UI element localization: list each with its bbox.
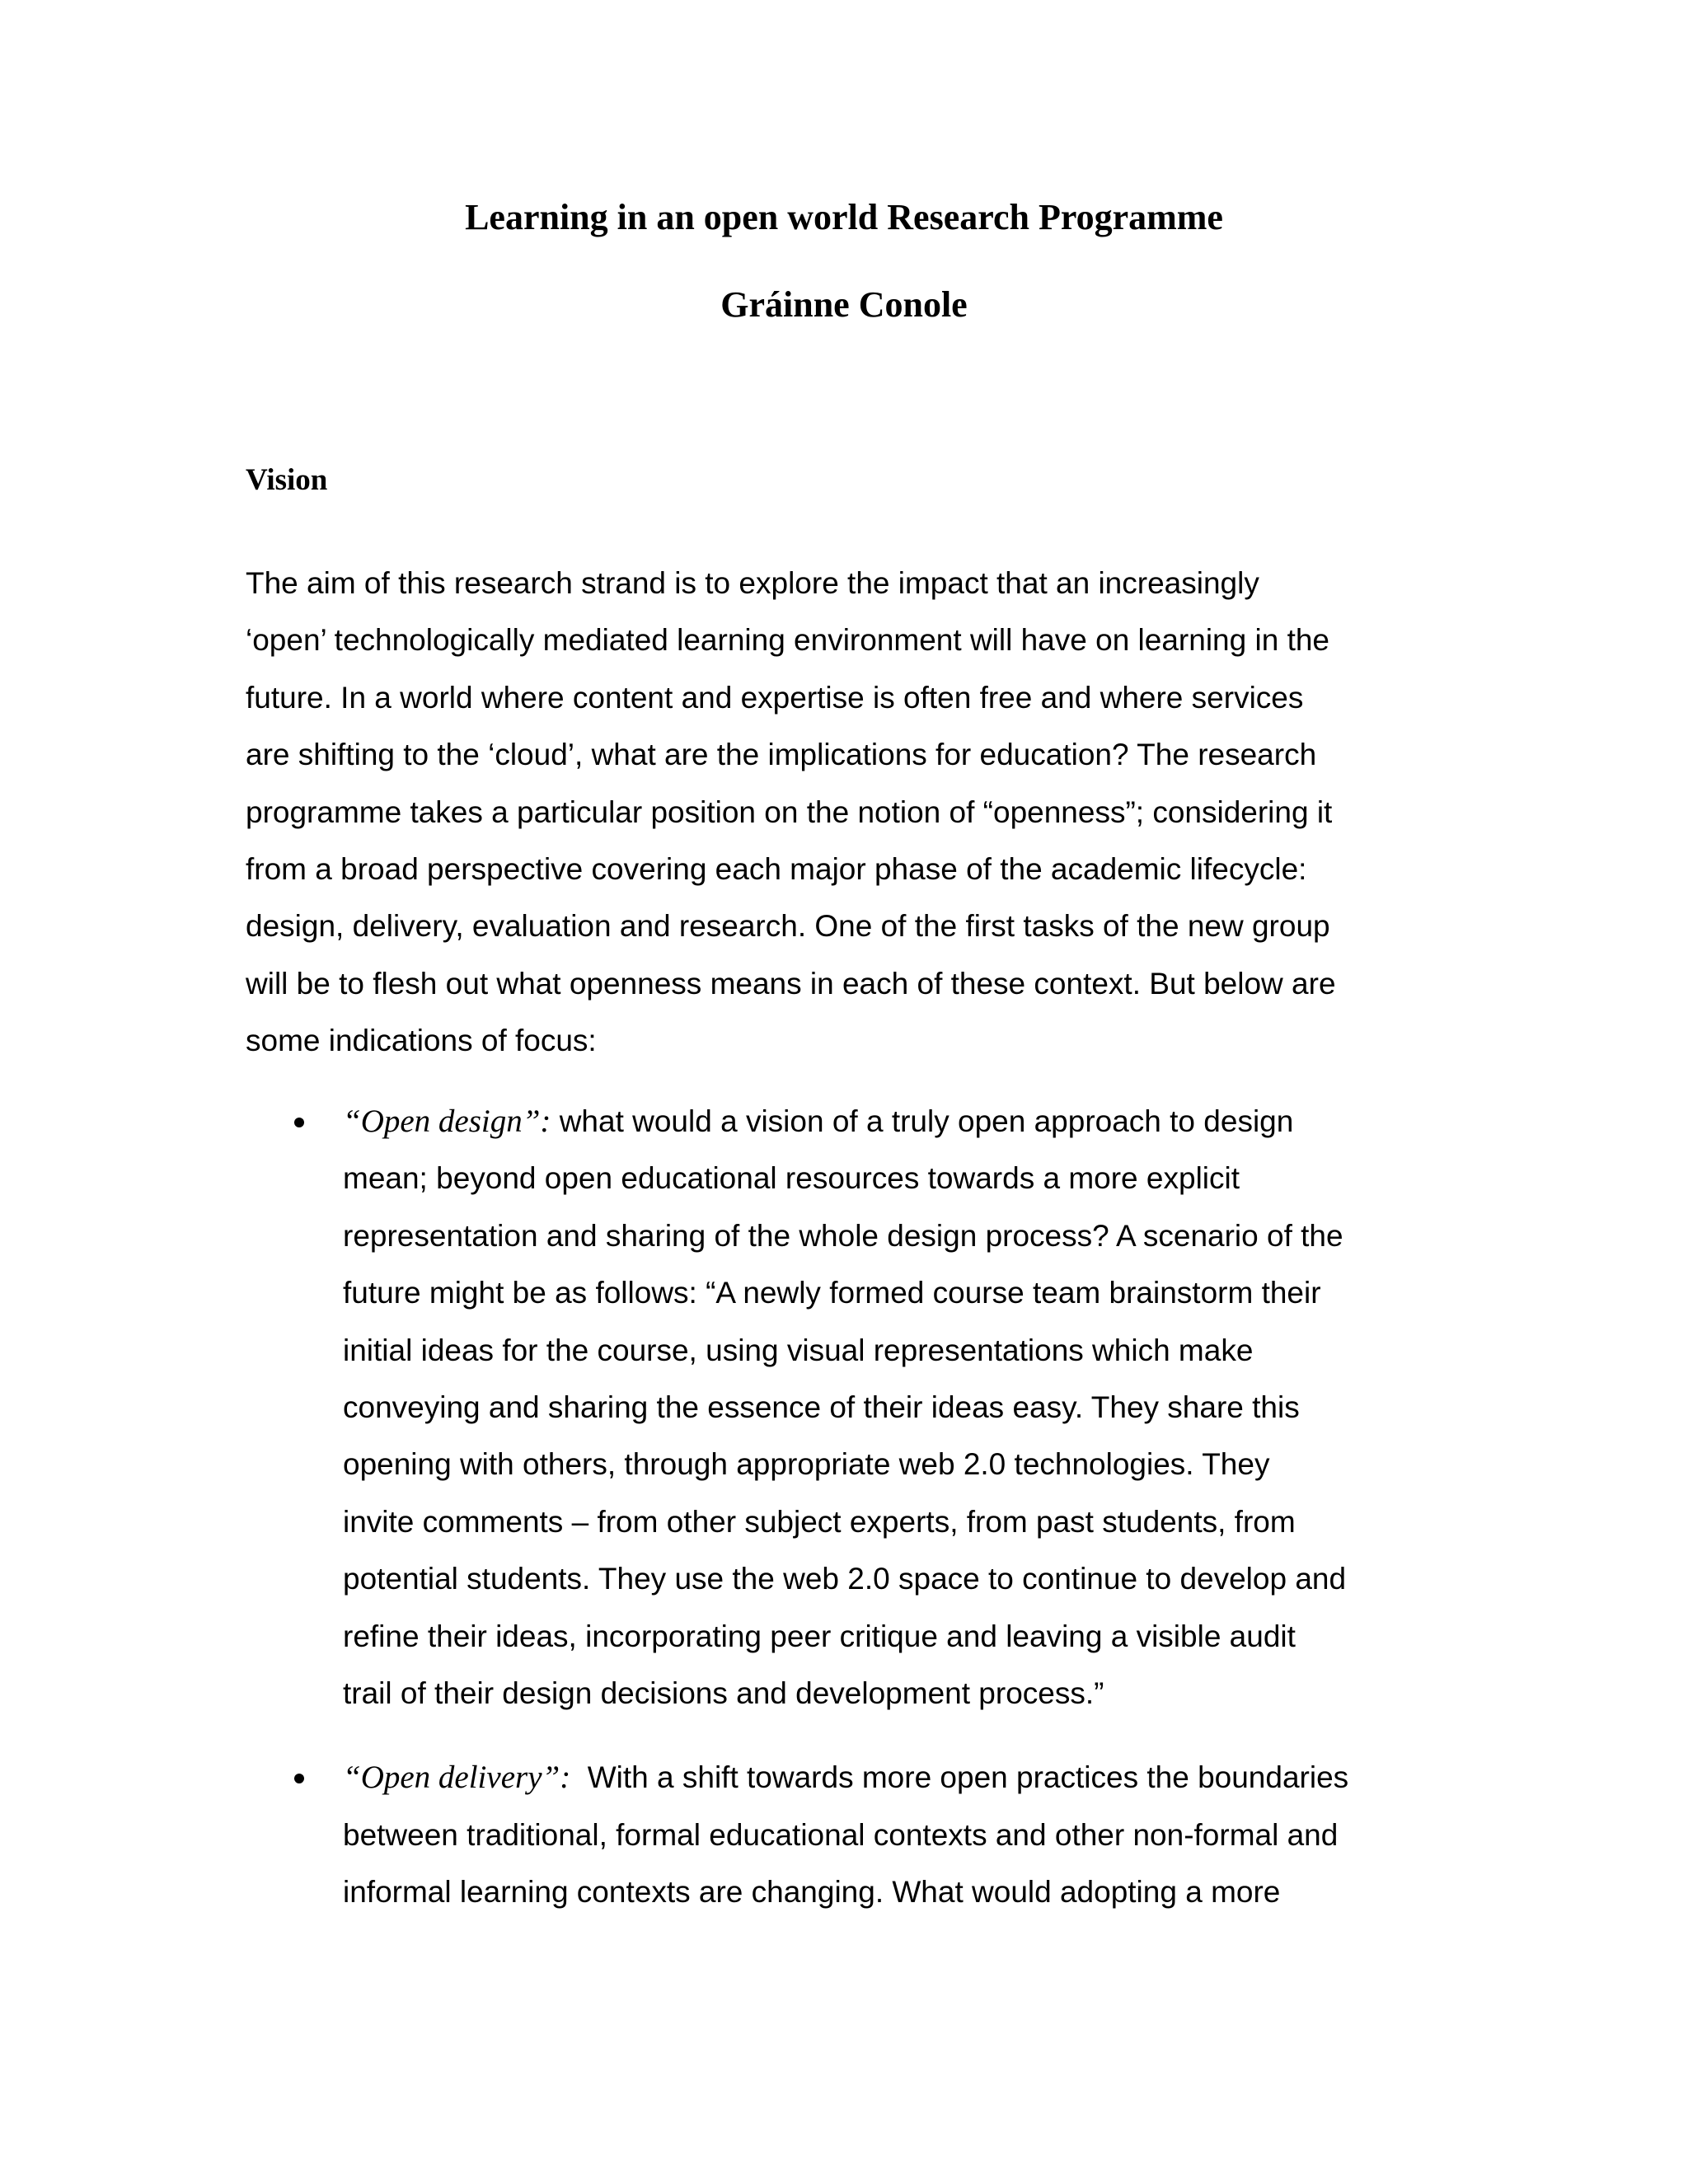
- bullet-line: informal learning contexts are changing. What would adopting a more: [343, 1875, 1281, 1910]
- bullet-line: representation and sharing of the whole design process? A scenario of the: [343, 1218, 1343, 1253]
- bullet-line: trail of their design decisions and development process.”: [343, 1676, 1104, 1711]
- bullet-lead-term: “Open design”:: [343, 1104, 551, 1139]
- bullet-first-line-text: what would a vision of a truly open approach to design: [551, 1104, 1294, 1138]
- bullet-line: conveying and sharing the essence of their ideas easy. They share this: [343, 1390, 1300, 1425]
- intro-paragraph: [246, 555, 1449, 1070]
- paragraph-line: The aim of this research strand is to explore the impact that an increasingly: [246, 566, 1259, 600]
- bullet-line: refine their ideas, incorporating peer critique and leaving a visible audit: [343, 1619, 1296, 1653]
- bullet-first-line: [343, 1093, 1688, 1150]
- paragraph-line: are shifting to the ‘cloud’, what are the implications for education? The research: [246, 738, 1317, 772]
- paragraph-line: programme takes a particular position on the notion of “openness”; considering it: [246, 794, 1333, 829]
- paragraph-line: will be to flesh out what openness means in each of these context. But below are: [246, 966, 1336, 1001]
- bullet-first-line: [343, 1749, 1688, 1806]
- bullet-line: initial ideas for the course, using visual representations which make: [343, 1333, 1254, 1367]
- bullet-line: opening with others, through appropriate web 2.0 technologies. They: [343, 1447, 1270, 1482]
- section-heading-vision: Vision: [246, 463, 328, 497]
- paragraph-line: from a broad perspective covering each major phase of the academic lifecycle:: [246, 852, 1307, 887]
- paragraph-line: future. In a world where content and expertise is often free and where services: [246, 680, 1304, 715]
- document-title: Learning in an open world Research Programme: [465, 197, 1223, 237]
- author-name: Gráinne Conole: [720, 284, 968, 325]
- bullet-open-delivery: [0, 1749, 1688, 1920]
- bullet-line: between traditional, formal educational contexts and other non-formal and: [343, 1817, 1339, 1852]
- bullet-dot-icon: [294, 1774, 304, 1783]
- focus-bullet-list: [0, 1093, 1688, 1948]
- bullet-dot-icon: [294, 1118, 304, 1127]
- bullet-text: [343, 1749, 1688, 1920]
- paragraph-line: some indications of focus:: [246, 1024, 597, 1058]
- bullet-open-design: [0, 1093, 1688, 1722]
- bullet-line: mean; beyond open educational resources towards a more explicit: [343, 1161, 1240, 1196]
- bullet-lead-term: “Open delivery”:: [343, 1760, 571, 1796]
- bullet-line: potential students. They use the web 2.0 space to continue to develop and: [343, 1562, 1347, 1596]
- paragraph-line: ‘open’ technologically mediated learning environment will have on learning in the: [246, 623, 1329, 658]
- paragraph-line: design, delivery, evaluation and research. One of the first tasks of the new group: [246, 909, 1330, 944]
- bullet-line: future might be as follows: “A newly formed course team brainstorm their: [343, 1276, 1321, 1310]
- bullet-first-line-text: With a shift towards more open practices the boundaries: [570, 1760, 1349, 1795]
- bullet-text: [343, 1093, 1688, 1722]
- bullet-line: invite comments – from other subject experts, from past students, from: [343, 1504, 1296, 1539]
